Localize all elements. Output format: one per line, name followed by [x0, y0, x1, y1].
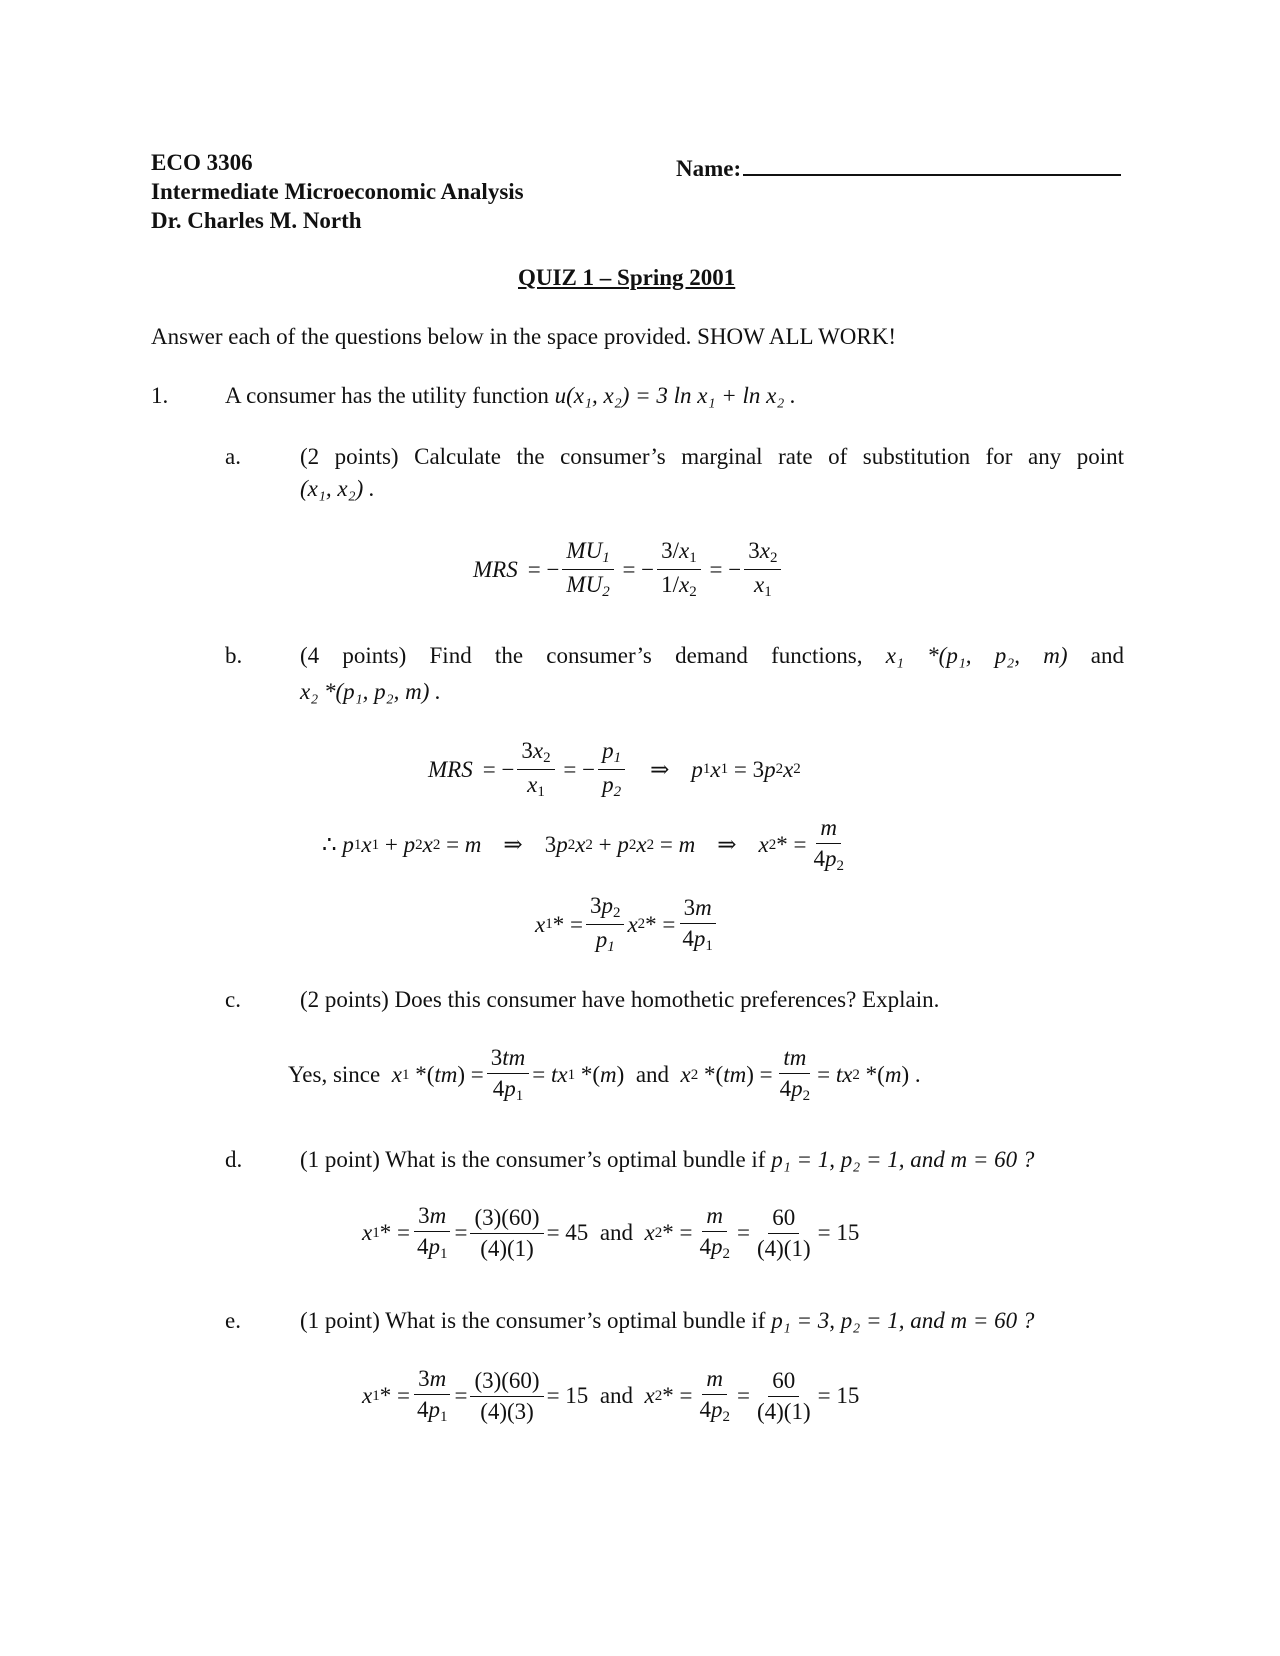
part-d-conditions: p₁ = 1, p₂ = 1, and m = 60 ? [771, 1147, 1035, 1172]
part-b-text: Find the consumer’s demand functions, [429, 643, 863, 668]
mrs-formula: MRS = − $\frac{MU_1}{MU_2}$ = − $\frac{3/x_1}{1/x_2}$ = − $\frac{3x_2}{x_1}$ [473, 538, 784, 601]
name-field [676, 150, 1121, 182]
utility-function: u(x₁, x₂) = 3 ln x₁ + ln x₂ . [554, 383, 796, 408]
part-e-and: and [599, 1383, 634, 1408]
name-blank-line [743, 150, 1121, 176]
part-e-question [300, 1308, 1034, 1334]
demand-function-x2: x₂ *(p₁, p₂, m) . [300, 679, 441, 704]
question-intro [225, 383, 796, 409]
budget-constraint-derivation: ∴ p 1 x 1 + p 2 x 2 = m ⇒ 3 p 2 x 2 + p 2 x 2 = m ⇒ x 2 * = $\frac{m}{4p_2}$ [322, 815, 844, 874]
part-a-label: a. [225, 444, 241, 469]
demand-x1-solution: x 1 * = $\frac{3p_2}{p_1}$ x 2 * = $\frac{3m}{4p_1}$ [535, 893, 720, 956]
part-b-question [300, 643, 1124, 669]
course-code: ECO 3306 [151, 150, 253, 175]
part-d-and: and [599, 1220, 634, 1245]
part-d-text: (1 point) What is the consumer’s optimal bundle if [300, 1147, 766, 1172]
part-c-question: (2 points) Does this consumer have homothetic preferences? Explain. [300, 987, 940, 1012]
homothetic-answer: Yes, since x 1 *( tm ) = $\frac{3tm}{4p_1}$ = tx 1 *( m ) and x 2 *( tm ) = $\frac{tm}{4p_2}$ = tx 2 *( m ) . [288, 1045, 921, 1104]
part-d-solution: x 1 * = $\frac{3m}{4p_1}$ = $\frac{(3)(60)}{(4)(1)}$ = 45 and x 2 * = $\frac{m}{4p_2}$ = $\frac{60}{(4)(1)}$ = 15 [362, 1203, 860, 1262]
part-a-question [300, 444, 1124, 470]
part-b-points: (4 points) [300, 643, 407, 668]
part-d-question [300, 1147, 1034, 1173]
question-intro-text: A consumer has the utility function [225, 383, 549, 408]
part-d-label: d. [225, 1147, 243, 1172]
part-e-text: (1 point) What is the consumer’s optimal bundle if [300, 1308, 766, 1333]
demand-function-x1: x₁ *(p₁, p₂, m) [885, 643, 1068, 668]
part-a-points: (2 points) [300, 444, 399, 469]
part-a-point-notation: (x₁, x₂) . [300, 476, 375, 501]
instructor-name: Dr. Charles M. North [151, 208, 362, 233]
part-b-and: and [1090, 643, 1124, 668]
part-a-text: Calculate the consumer’s marginal rate of substitution for any point [414, 444, 1124, 469]
part-e-label: e. [225, 1308, 241, 1333]
course-title: Intermediate Microeconomic Analysis [151, 179, 524, 204]
quiz-title: QUIZ 1 – Spring 2001 [518, 265, 736, 290]
question-number: 1. [151, 383, 169, 408]
name-label: Name: [676, 156, 742, 181]
part-c-yes: Yes, since [288, 1062, 381, 1087]
instructions: Answer each of the questions below in the space provided. SHOW ALL WORK! [151, 324, 896, 349]
part-c-label: c. [225, 987, 241, 1012]
part-e-solution: x 1 * = $\frac{3m}{4p_1}$ = $\frac{(3)(60)}{(4)(3)}$ = 15 and x 2 * = $\frac{m}{4p_2}$ = $\frac{60}{(4)(1)}$ = 15 [362, 1366, 860, 1425]
part-e-conditions: p₁ = 3, p₂ = 1, and m = 60 ? [771, 1308, 1035, 1333]
part-c-and: and [635, 1062, 670, 1087]
mrs-equals-price-ratio: MRS = − $\frac{3x_2}{x_1}$ = − $\frac{p_1}{p_2}$ ⇒ p 1 x 1 = 3 p 2 x 2 [428, 738, 801, 800]
part-b-label: b. [225, 643, 243, 668]
